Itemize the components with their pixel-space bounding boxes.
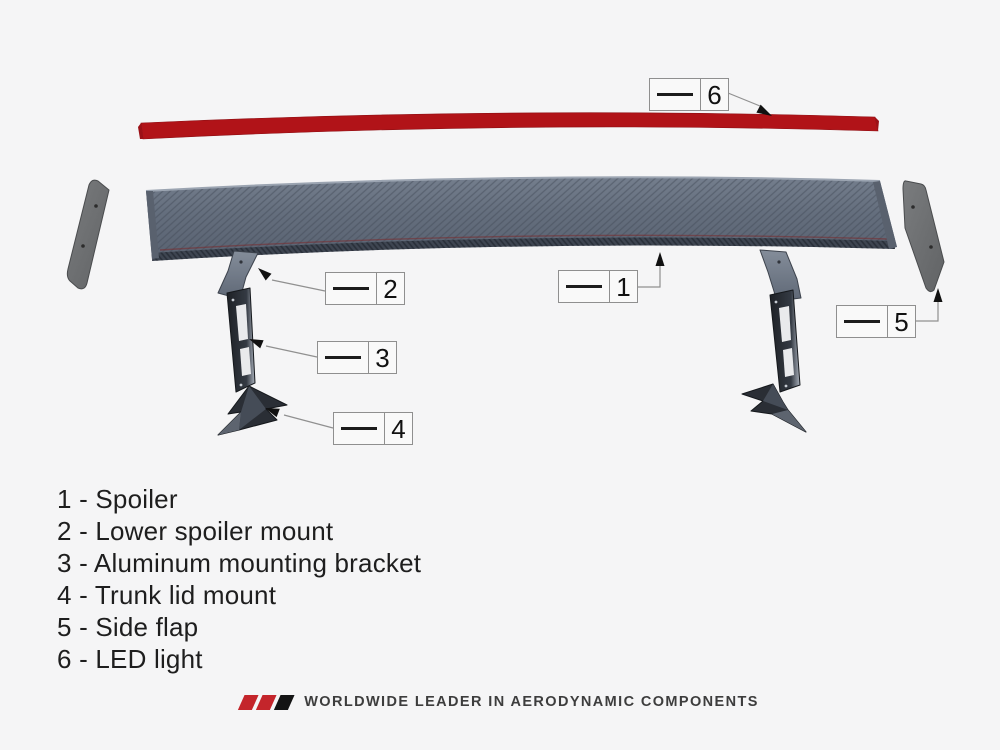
arrow-5-icon (934, 288, 943, 302)
legend-item-led-light: 6 - LED light (57, 644, 203, 674)
leader-4 (284, 415, 333, 428)
leader-2 (272, 280, 325, 291)
callout-dash-cell (318, 342, 369, 373)
callout-dash-cell (559, 271, 610, 302)
spoiler-wing (146, 177, 897, 259)
legend-item-trunk-lid-mount: 4 - Trunk lid mount (57, 580, 277, 610)
legend-item-aluminum-mounting-bracket: 3 - Aluminum mounting bracket (57, 548, 422, 578)
callout-dash-icon (333, 287, 369, 290)
leader-5 (915, 302, 938, 321)
legend-item-side-flap: 5 - Side flap (57, 612, 199, 642)
brand-logo-icon (241, 695, 291, 710)
led-light-strip (138, 113, 879, 139)
callout-leader-lines (266, 93, 938, 428)
logo-slash-red-icon (238, 695, 259, 710)
legend-item-spoiler: 1 - Spoiler (57, 484, 178, 514)
callout-dash-icon (341, 427, 377, 430)
callout-number: 5 (894, 306, 909, 337)
callout-dash-icon (657, 93, 693, 96)
brand-tagline: WORLDWIDE LEADER IN AERODYNAMIC COMPONENTS (304, 694, 759, 710)
callout-box-1 (558, 270, 638, 303)
parts-legend (57, 483, 421, 675)
callout-number: 4 (391, 413, 406, 444)
callout-dash-icon (566, 285, 602, 288)
callout-number: 2 (383, 273, 398, 304)
leader-3 (266, 346, 317, 357)
callout-number: 6 (707, 79, 722, 110)
callout-box-6 (649, 78, 729, 111)
callout-dash-icon (844, 320, 880, 323)
callout-box-2 (325, 272, 405, 305)
legend-item-lower-spoiler-mount: 2 - Lower spoiler mount (57, 516, 334, 546)
callout-box-3 (317, 341, 397, 374)
callout-dash-cell (650, 79, 701, 110)
mounting-bracket-right (770, 290, 800, 392)
side-flap-right (903, 181, 944, 292)
leader-1 (638, 266, 660, 287)
callout-number: 1 (616, 271, 631, 302)
callout-box-5 (836, 305, 916, 338)
logo-slash-red-icon (256, 695, 277, 710)
callout-number: 3 (375, 342, 390, 373)
callout-box-4 (333, 412, 413, 445)
leader-6 (728, 93, 760, 106)
callout-dash-cell (326, 273, 377, 304)
arrow-1-icon (656, 252, 665, 266)
arrow-2-icon (258, 268, 272, 281)
side-flap-left (67, 180, 109, 289)
callout-dash-cell (837, 306, 888, 337)
logo-slash-black-icon (274, 695, 295, 710)
brand-footer (241, 694, 759, 710)
trunk-lid-mount-right (742, 384, 806, 432)
callout-dash-icon (325, 356, 361, 359)
callout-dash-cell (334, 413, 385, 444)
